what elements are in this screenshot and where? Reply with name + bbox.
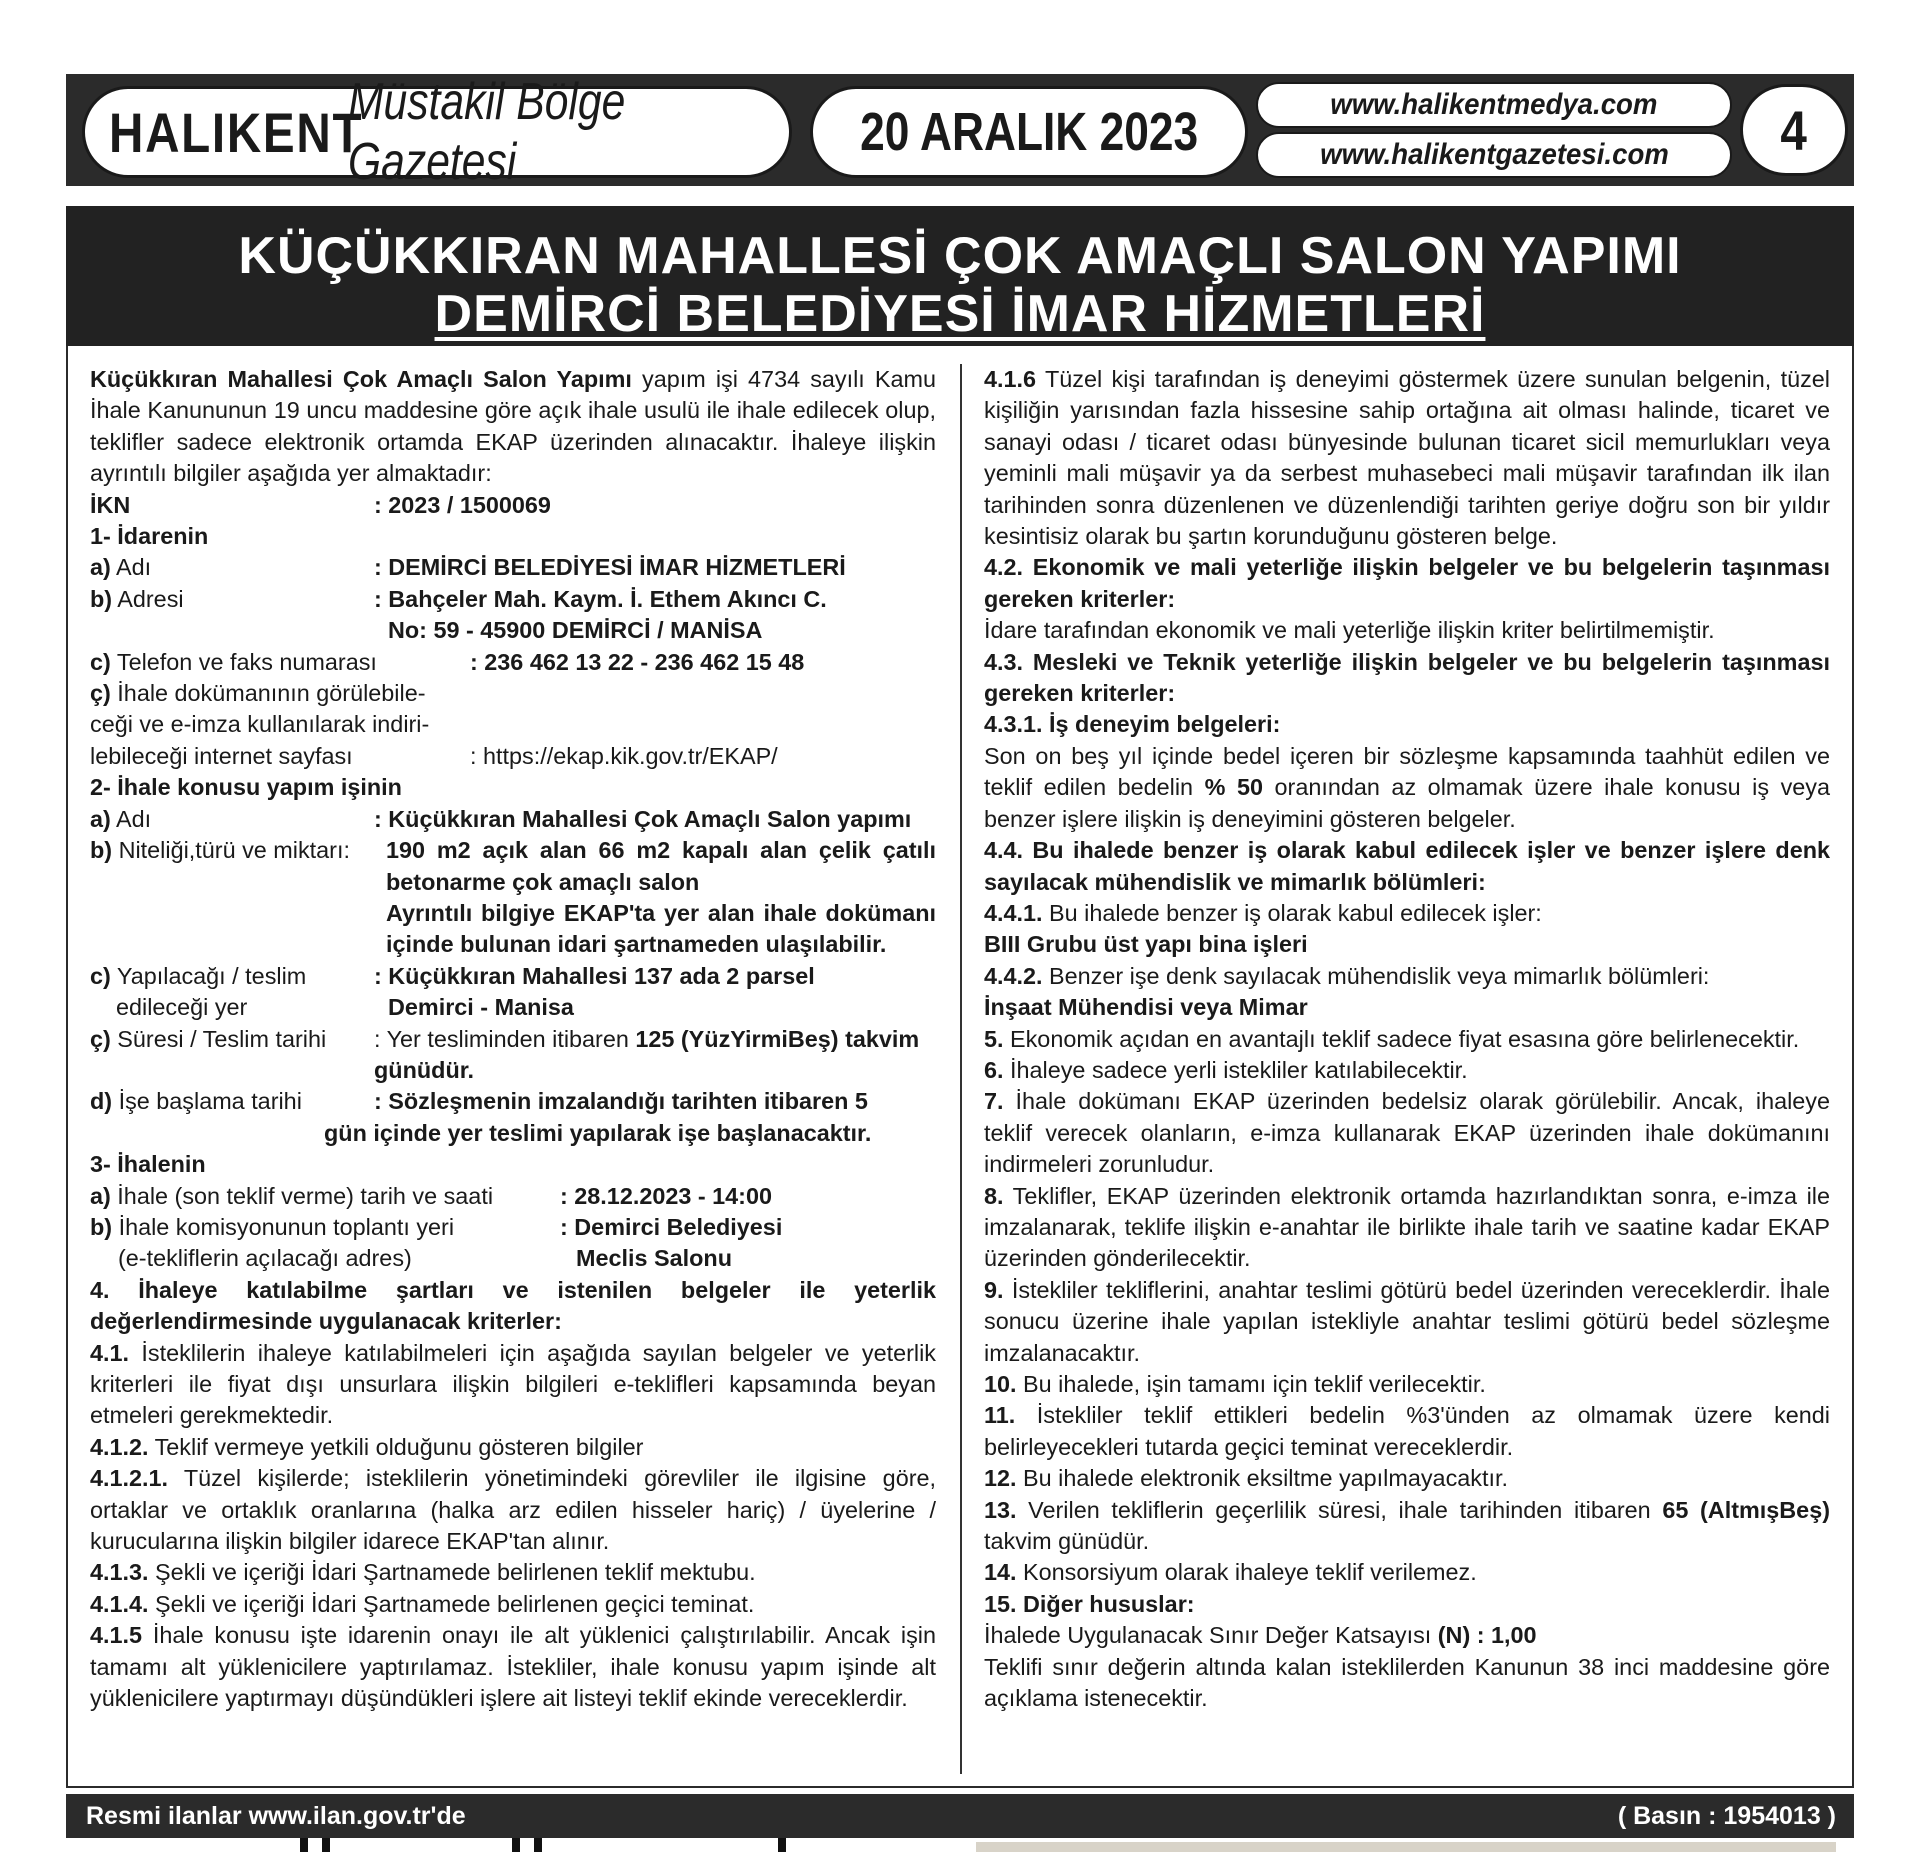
s1a-key: a) (90, 554, 111, 581)
intro-paragraph (90, 364, 936, 490)
left-column (90, 364, 936, 1714)
s1b-label: Adresi (112, 585, 184, 612)
page-number: 4 (1780, 98, 1808, 162)
s431-text-a: Son on beş yıl içinde bedel içeren bir sözleşme kapsamında taahhüt edilen ve teklif edilen bedelin (984, 742, 1830, 801)
s2d-value-2: gün içinde yer teslimi yapılarak işe başlanacaktır. (324, 1119, 872, 1146)
s7-text: İhale dokümanı EKAP üzerinden bedelsiz olarak görülebilir. Ancak, ihaleye teklif verecek olanların, e-imza kullanarak EKAP üzerinden ihale dokümanını indirmeleri zorunludur. (984, 1088, 1830, 1178)
s1c-label: Telefon ve faks numarası (110, 648, 377, 675)
ikn-label: İKN (90, 491, 131, 518)
s2b-row (90, 835, 936, 961)
s2d-value-1: : Sözleşmenin imzalandığı tarihten itibaren 5 (374, 1088, 868, 1115)
s3a-value: : 28.12.2023 - 14:00 (560, 1182, 772, 1209)
s441-text: Bu ihalede benzer iş olarak kabul edilecek işler: (1042, 899, 1542, 926)
s4121-key: 4.1.2.1. (90, 1465, 169, 1492)
s2b-value-2: Ayrıntılı bilgiye EKAP'ta yer alan ihale dokümanı içinde bulunan idari şartnameden ulaşılabilir. (386, 899, 936, 958)
s2cc-label: Süresi / Teslim tarihi (110, 1025, 327, 1052)
s8-text: Teklifler, EKAP üzerinden elektronik ortamda hazırlandıktan sonra, e-imza ile imzalanarak, teklife ilişkin e-anahtar ile birlikte ihale tarih ve saatine kadar EKAP üzerinden gönderilecektir. (984, 1182, 1830, 1272)
announcement-authority (66, 284, 1854, 344)
s1cc-label-2: ceği ve e-imza kullanılarak indiri- (90, 711, 430, 738)
s6-key: 6. (984, 1056, 1004, 1083)
s2b-label: Niteliği,türü ve miktarı: (112, 837, 350, 864)
official-ads-link[interactable]: Resmi ilanlar www.ilan.gov.tr'de (86, 1801, 466, 1830)
website-pill-2 (1256, 132, 1732, 178)
s1a-label: Adı (110, 554, 152, 581)
s5-paragraph (984, 1024, 1830, 1055)
s3a-row (90, 1181, 936, 1212)
s15-paragraph: Teklifi sınır değerin altında kalan isteklilerden Kanunun 38 inci maddesine göre açıklama istenecektir. (984, 1653, 1830, 1712)
s1a-row (90, 552, 936, 583)
s1b-key: b) (90, 585, 113, 612)
s416-paragraph (984, 364, 1830, 552)
s6-paragraph (984, 1055, 1830, 1086)
ikn-row (90, 490, 936, 521)
s412-text: Teklif vermeye yetkili olduğunu gösteren bilgiler (148, 1433, 644, 1460)
section-2-title: 2- İhale konusu yapım işinin (90, 774, 402, 801)
s412-key: 4.1.2. (90, 1433, 149, 1460)
s7-key: 7. (984, 1088, 1004, 1115)
s41-key: 4.1. (90, 1339, 130, 1366)
s2cc-value-a: : Yer tesliminden itibaren (374, 1025, 636, 1052)
issue-date: 20 ARALIK 2023 (860, 102, 1198, 162)
s2c-row (90, 961, 936, 1024)
s41-paragraph (90, 1338, 936, 1432)
page-number-pill (1740, 84, 1848, 176)
s441-value: BIII Grubu üst yapı bina işleri (984, 931, 1308, 958)
s41-text: İsteklilerin ihaleye katılabilmeleri için aşağıda sayılan belgeler ve yeterlik kriterleri ile fiyat dışı unsurlara ilişkin bilgileri e-teklifleri kapsamında beyan etmeleri gerekmektedir. (90, 1339, 936, 1429)
s414-key: 4.1.4. (90, 1590, 149, 1617)
s415-key: 4.1.5 (90, 1622, 143, 1649)
s2c-value-1: : Küçükkıran Mahallesi 137 ada 2 parsel (374, 962, 815, 989)
s2d-label: İşe başlama tarihi (112, 1088, 302, 1115)
s43-title: 4.3. Mesleki ve Teknik yeterliğe ilişkin belgeler ve bu belgelerin taşınması gereken kriterler: (984, 648, 1830, 707)
announcement-authority-text: DEMİRCİ BELEDİYESİ İMAR HİZMETLERİ (434, 285, 1486, 343)
s1cc-block (90, 678, 936, 772)
s1cc-key: ç) (90, 680, 111, 707)
s1cc-label-1: İhale dokümanının görülebile- (110, 680, 426, 707)
intro-bold: Küçükkıran Mahallesi Çok Amaçlı Salon Yapımı (90, 366, 632, 392)
s431-title: 4.3.1. İş deneyim belgeleri: (984, 711, 1281, 738)
s441-paragraph (984, 898, 1830, 929)
s10-key: 10. (984, 1371, 1017, 1397)
s442-value: İnşaat Mühendisi veya Mimar (984, 994, 1308, 1021)
s9-key: 9. (984, 1276, 1004, 1303)
s2b-key: b) (90, 837, 113, 864)
announcement-footer (66, 1794, 1854, 1838)
s2cc-key: ç) (90, 1025, 111, 1052)
s9-text: İstekliler tekliflerini, anahtar teslimi götürü bedel üzerinden vereceklerdir. İhale sonucu üzerine ihale yapılan istekliyle anahtar teslimi götürü bedel sözleşme imzalanacaktır. (984, 1276, 1830, 1366)
s14-paragraph (984, 1557, 1830, 1588)
s1b-value-1: : Bahçeler Mah. Kaym. İ. Ethem Akıncı C. (374, 585, 827, 612)
newspaper-name: HALIKENT (109, 100, 364, 164)
s12-text: Bu ihalede elektronik eksiltme yapılmayacaktır. (1016, 1465, 1508, 1492)
s4121-paragraph (90, 1463, 936, 1557)
s2c-label-2: edileceği yer (116, 994, 248, 1021)
s4121-text: Tüzel kişilerde; isteklilerin yönetimindeki görevliler ile ilgisine göre, ortaklar ve ortaklık oranlarına (halka arz edilen hisseler hariç) / üyelerine / kurucularına ilişkin bilgiler idarece EKAP'tan alınır. (90, 1465, 936, 1555)
s2cc-row (90, 1024, 936, 1087)
s3a-key: a) (90, 1182, 111, 1209)
ikn-value: : 2023 / 1500069 (374, 491, 551, 518)
press-number: ( Basın : 1954013 ) (1617, 1801, 1836, 1830)
website-pill-1 (1256, 82, 1732, 128)
announcement-title: KÜÇÜKKIRAN MAHALLESİ ÇOK AMAÇLI SALON YAPIMI (238, 227, 1682, 285)
s2c-label-1: Yapılacağı / teslim (110, 962, 307, 989)
website-url-2: www.halikentgazetesi.com (1319, 138, 1669, 171)
s9-paragraph (984, 1275, 1830, 1369)
s2b-value-1: 190 m2 açık alan 66 m2 kapalı alan çelik çatılı betonarme çok amaçlı salon (386, 837, 936, 895)
s1c-row (90, 647, 936, 678)
s12-key: 12. (984, 1465, 1017, 1492)
s1a-value: : DEMİRCİ BELEDİYESİ İMAR HİZMETLERİ (374, 554, 846, 581)
s44-title: 4.4. Bu ihalede benzer iş olarak kabul edilecek işler ve benzer işlere denk sayılacak mühendislik ve mimarlık bölümleri: (984, 837, 1830, 895)
s415-paragraph (90, 1620, 936, 1714)
s1b-row (90, 584, 936, 647)
s12-paragraph (984, 1463, 1830, 1494)
column-divider (960, 364, 962, 1774)
s2c-key: c) (90, 962, 111, 989)
s15-bold: (N) : 1,00 (1437, 1622, 1537, 1649)
s15-coefficient (984, 1620, 1830, 1651)
s414-paragraph (90, 1589, 936, 1620)
s3b-row (90, 1212, 936, 1275)
s442-paragraph (984, 961, 1830, 992)
brand-pill (82, 73, 792, 191)
s441-key: 4.4.1. (984, 899, 1043, 926)
s1cc-label-3: lebileceği internet sayfası (90, 742, 353, 769)
s42-text: İdare tarafından ekonomik ve mali yeterliğe ilişkin kriter belirtilmemiştir. (984, 617, 1715, 644)
date-pill (810, 86, 1248, 178)
s413-text: Şekli ve içeriği İdari Şartnamede belirlenen teklif mektubu. (148, 1559, 756, 1586)
s2d-key: d) (90, 1088, 113, 1115)
s416-text: Tüzel kişi tarafından iş deneyimi göstermek üzere sunulan belgenin, tüzel kişiliğin yarısından fazla hissesine sahip ortağına ait olması halinde, ticaret ve sanayi odası / ticaret odası bünyesinde bulunan ticaret sicil memurlukları veya yeminli mali müşavir ya da serbest muhasebeci mali müşavir tarafından ilk ilan tarihinden sonra düzenlenen ve düzenlendiği tarihten geriye doğru son bir yıldır kesintisiz olarak bu şartın korunduğunu gösteren belge. (984, 366, 1830, 550)
s5-key: 5. (984, 1025, 1004, 1052)
s415-text: İhale konusu işte idarenin onayı ile alt yüklenici çalıştırılabilir. Ancak işin tamamı alt yüklenicilere yaptırılamaz. İstekliler, ihale konusu yapım işinde alt yüklenicilere yaptırmayı düşündükleri işlere ait listeyi teklif ekinde vereceklerdir. (90, 1622, 936, 1712)
s3a-label: İhale (son teklif verme) tarih ve saati (110, 1182, 494, 1209)
s8-key: 8. (984, 1182, 1004, 1209)
s2a-row (90, 804, 936, 835)
s6-text: İhaleye sadece yerli istekliler katılabilecektir. (1003, 1056, 1468, 1083)
s3b-label-1: İhale komisyonunun toplantı yeri (112, 1213, 455, 1240)
s8-paragraph (984, 1181, 1830, 1275)
s13-key: 13. (984, 1496, 1017, 1523)
s413-paragraph (90, 1557, 936, 1588)
s3b-label-2: (e-tekliflerin açılacağı adres) (118, 1245, 412, 1272)
s1b-value-2: No: 59 - 45900 DEMİRCİ / MANİSA (388, 617, 763, 644)
intro-text: yapım işi 4734 sayılı Kamu İhale Kanununun 19 uncu maddesine göre açık ihale usulü ile ihale edilecek olup, teklifler sadece elektronik ortamda EKAP üzerinden alınacaktır. İhaleye ilişkin ayrıntılı bilgiler aşağıda yer almaktadır: (90, 366, 936, 487)
s431-percent: % 50 (1204, 774, 1263, 801)
s11-key: 11. (984, 1402, 1016, 1429)
section-1-title: 1- İdarenin (90, 523, 209, 550)
s3b-key: b) (90, 1213, 113, 1240)
s2d-block (90, 1086, 936, 1149)
s431-text-b: oranından az olmamak üzere ihale konusu iş veya benzer işlere ilişkin iş deneyimini gösteren belgeler. (984, 774, 1830, 832)
s3b-value-2: Meclis Salonu (576, 1245, 732, 1272)
newspaper-subtitle: Müstakil Bölge Gazetesi (348, 73, 626, 191)
s7-paragraph (984, 1086, 1830, 1180)
s15-title: 15. Diğer hususlar: (984, 1590, 1195, 1617)
s11-paragraph (984, 1400, 1830, 1463)
s442-key: 4.4.2. (984, 962, 1043, 989)
next-article-image-edge (976, 1842, 1836, 1852)
s1c-value: : 236 462 13 22 - 236 462 15 48 (470, 648, 805, 675)
s11-text: İstekliler teklif ettikleri bedelin %3'ünden az olmamak üzere kendi belirleyecekleri tutarda geçici teminat vereceklerdir. (984, 1402, 1830, 1460)
website-url-1: www.halikentmedya.com (1330, 88, 1658, 121)
s442-text: Benzer işe denk sayılacak mühendislik veya mimarlık bölümleri: (1042, 962, 1710, 989)
s1c-key: c) (90, 648, 111, 675)
s413-key: 4.1.3. (90, 1559, 149, 1586)
s3b-value-1: : Demirci Belediyesi (560, 1213, 783, 1240)
s10-text: Bu ihalede, işin tamamı için teklif verilecektir. (1016, 1371, 1486, 1397)
s13-text-a: Verilen tekliflerin geçerlilik süresi, ihale tarihinden itibaren (1016, 1496, 1663, 1523)
next-article-fragment (280, 1838, 800, 1852)
section-4-title: 4. İhaleye katılabilme şartları ve istenilen belgeler ile yeterlik değerlendirmesinde uygulanacak kriterler: (90, 1276, 936, 1335)
s414-text: Şekli ve içeriği İdari Şartnamede belirlenen geçici teminat. (148, 1590, 755, 1617)
s2a-label: Adı (110, 805, 152, 832)
s13-text-b: takvim günüdür. (984, 1528, 1150, 1555)
s15-text-a: İhalede Uygulanacak Sınır Değer Katsayısı (984, 1622, 1438, 1649)
right-column (984, 364, 1830, 1714)
s2c-value-2: Demirci - Manisa (388, 994, 574, 1021)
s10-paragraph (984, 1369, 1830, 1400)
s14-key: 14. (984, 1559, 1017, 1586)
s431-paragraph (984, 741, 1830, 835)
section-3-title: 3- İhalenin (90, 1151, 206, 1178)
s5-text: Ekonomik açıdan en avantajlı teklif sadece fiyat esasına göre belirlenecektir. (1003, 1025, 1800, 1052)
announcement-title-banner (66, 206, 1854, 346)
s42-title: 4.2. Ekonomik ve mali yeterliğe ilişkin belgeler ve bu belgelerin taşınması gereken kriterler: (984, 554, 1830, 612)
s412-paragraph (90, 1432, 936, 1463)
s2a-value: : Küçükkıran Mahallesi Çok Amaçlı Salon yapımı (374, 805, 912, 832)
s2cc-value-b: 125 (YüzYirmiBeş) takvim günüdür. (374, 1025, 920, 1083)
s2a-key: a) (90, 805, 111, 832)
masthead (66, 73, 1854, 191)
s13-bold: 65 (AltmışBeş) (1662, 1496, 1830, 1523)
s13-paragraph (984, 1495, 1830, 1558)
s14-text: Konsorsiyum olarak ihaleye teklif verilemez. (1016, 1559, 1477, 1586)
ekap-link[interactable]: : https://ekap.kik.gov.tr/EKAP/ (470, 742, 778, 769)
s416-key: 4.1.6 (984, 366, 1037, 392)
